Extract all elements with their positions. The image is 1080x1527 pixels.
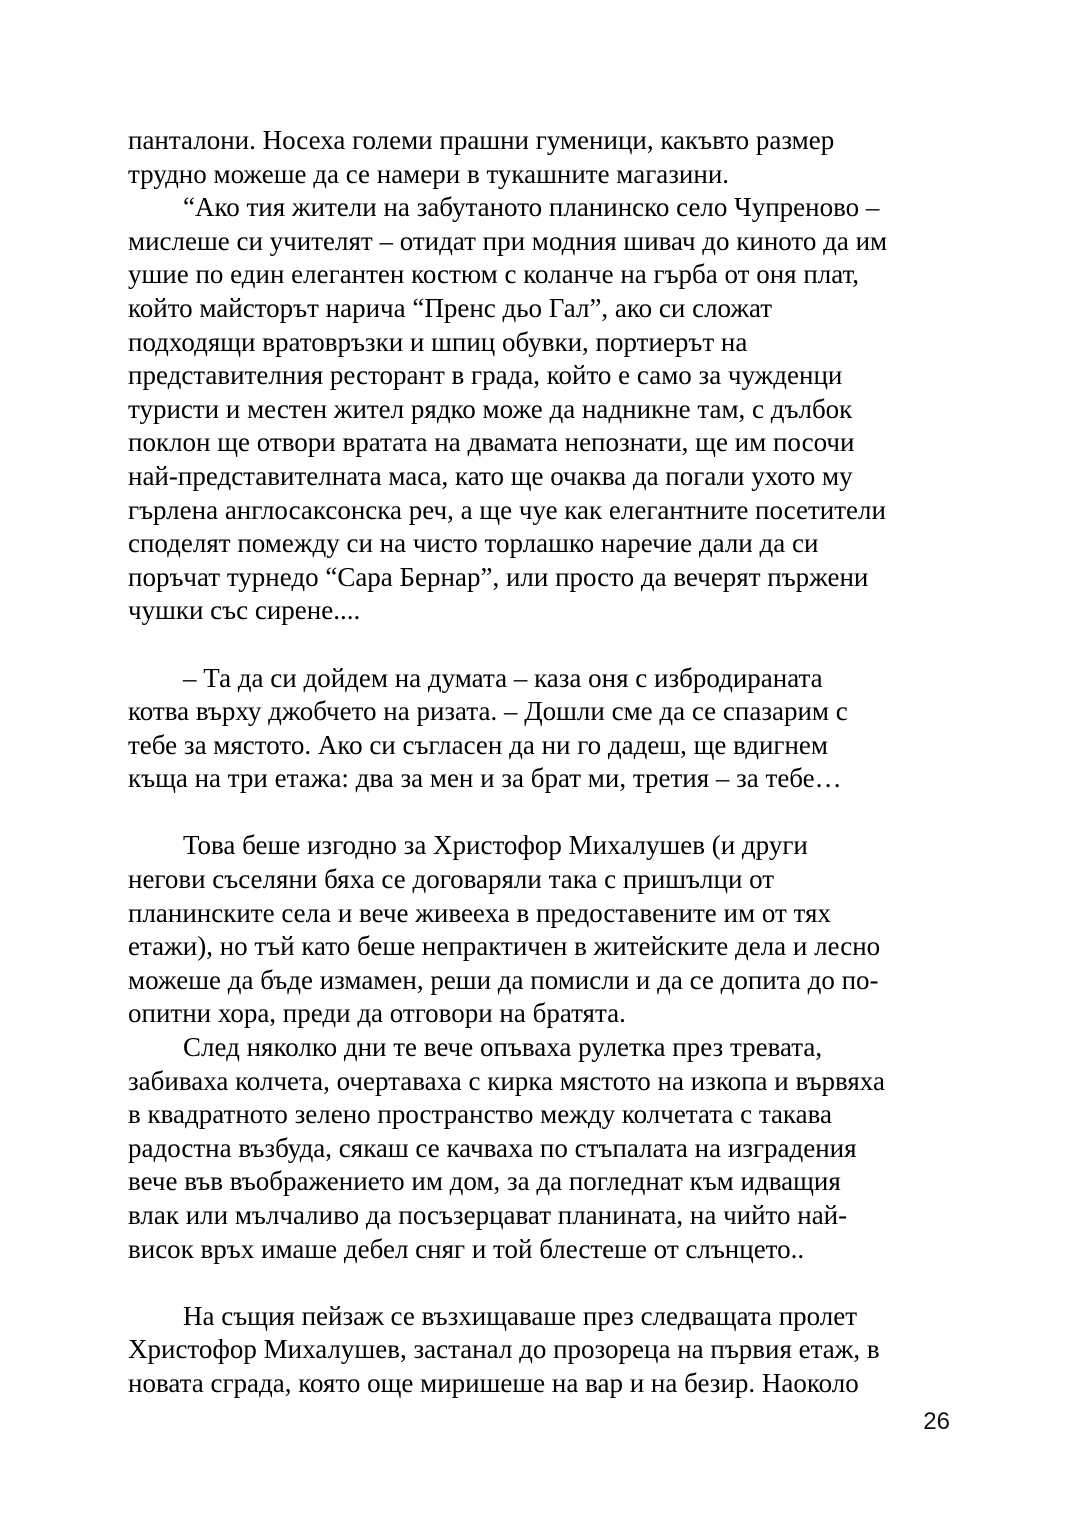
text-line: гърлена англосаксонска реч, а ще чуе как елегантните посетители [128,494,886,525]
text-line: в квадратното зелено пространство между колчетата с такава [128,1099,833,1130]
paragraph [128,1031,973,1266]
text-line: подходящи вратовръзки и шпиц обувки, портиерът на [128,326,748,357]
text-line: чушки със сирене.... [128,595,361,626]
text-line: етажи), но тъй като беше непрактичен в житейските дела и лесно [128,931,881,962]
text-line: поклон ще отвори вратата на двамата непознати, ще им посочи [128,427,855,458]
text-line: “Ако тия жители на забутаното планинско село Чупреново – [183,192,880,223]
text-line: трудно можеше да се намери в тукашните магазини. [128,158,730,189]
text-line: панталони. Носеха големи прашни гуменици, какъвто размер [128,125,835,155]
text-line: новата сграда, която още миришеше на вар и на безир. Наоколо [128,1367,859,1398]
text-line: След няколко дни те вече опъваха рулетка през тревата, [183,1032,823,1063]
text-line: къща на три етажа: два за мен и за брат ми, третия – за тебе… [128,763,842,794]
text-line: туристи и местен жител рядко може да надникне там, с дълбок [128,393,853,424]
text-line: планинските села и вече живееха в предоставените им от тях [128,897,831,928]
text-line: радостна възбуда, сякаш се качваха по стъпалата на изградения [128,1132,857,1163]
text-line: забиваха колчета, очертаваха с кирка мястото на изкопа и вървяха [128,1065,885,1096]
text-line: можеше да бъде измамен, реши да помисли и да се допита до по- [128,964,879,995]
text-line: Това беше изгодно за Христофор Михалушев (и други [183,830,808,861]
text-line: който майсторът нарича “Пренс дьо Гал”, ако си сложат [128,292,773,323]
text-block [128,124,973,1401]
text-line: споделят помежду си на чисто торлашко наречие дали да си [128,528,819,559]
text-line: представителния ресторант в града, който е само за чужденци [128,360,843,391]
text-line: ушие по един елегантен костюм с коланче на гърба от оня плат, [128,259,860,290]
paragraph [128,662,973,796]
text-line: висок връх имаше дебел сняг и той блестеше от слънцето.. [128,1233,805,1264]
text-line: поръчат турнедо “Сара Бернар”, или просто да вечерят пържени [128,561,869,592]
text-line: мислеше си учителят – отидат при модния шивач до киното да им [128,225,888,256]
text-line: негови съселяни бяха се договаряли така с пришълци от [128,864,775,895]
text-line: вече във въображението им дом, за да погледнат към идващия [128,1166,841,1197]
paragraph [128,191,973,628]
text-line: – Та да си дойдем на думата – каза оня с избродираната [183,662,823,693]
text-line: влак или мълчаливо да посъзерцават планината, на чийто най- [128,1200,848,1230]
page-number: 26 [923,1408,950,1435]
text-line: най-представителната маса, като ще очаква да погали ухото му [128,460,853,491]
paragraph [128,124,973,191]
text-line: На същия пейзаж се възхищаваше през следващата пролет [183,1300,858,1331]
text-line: опитни хора, преди да отговори на братята. [128,998,626,1029]
paragraph [128,829,973,1031]
paragraph [128,1300,973,1401]
text-line: котва върху джобчето на ризата. – Дошли сме да се спазарим с [128,696,848,727]
text-line: тебе за мястото. Ако си съгласен да ни го дадеш, ще вдигнем [128,729,828,760]
text-line: Христофор Михалушев, застанал до прозореца на първия етаж, в [128,1334,880,1365]
